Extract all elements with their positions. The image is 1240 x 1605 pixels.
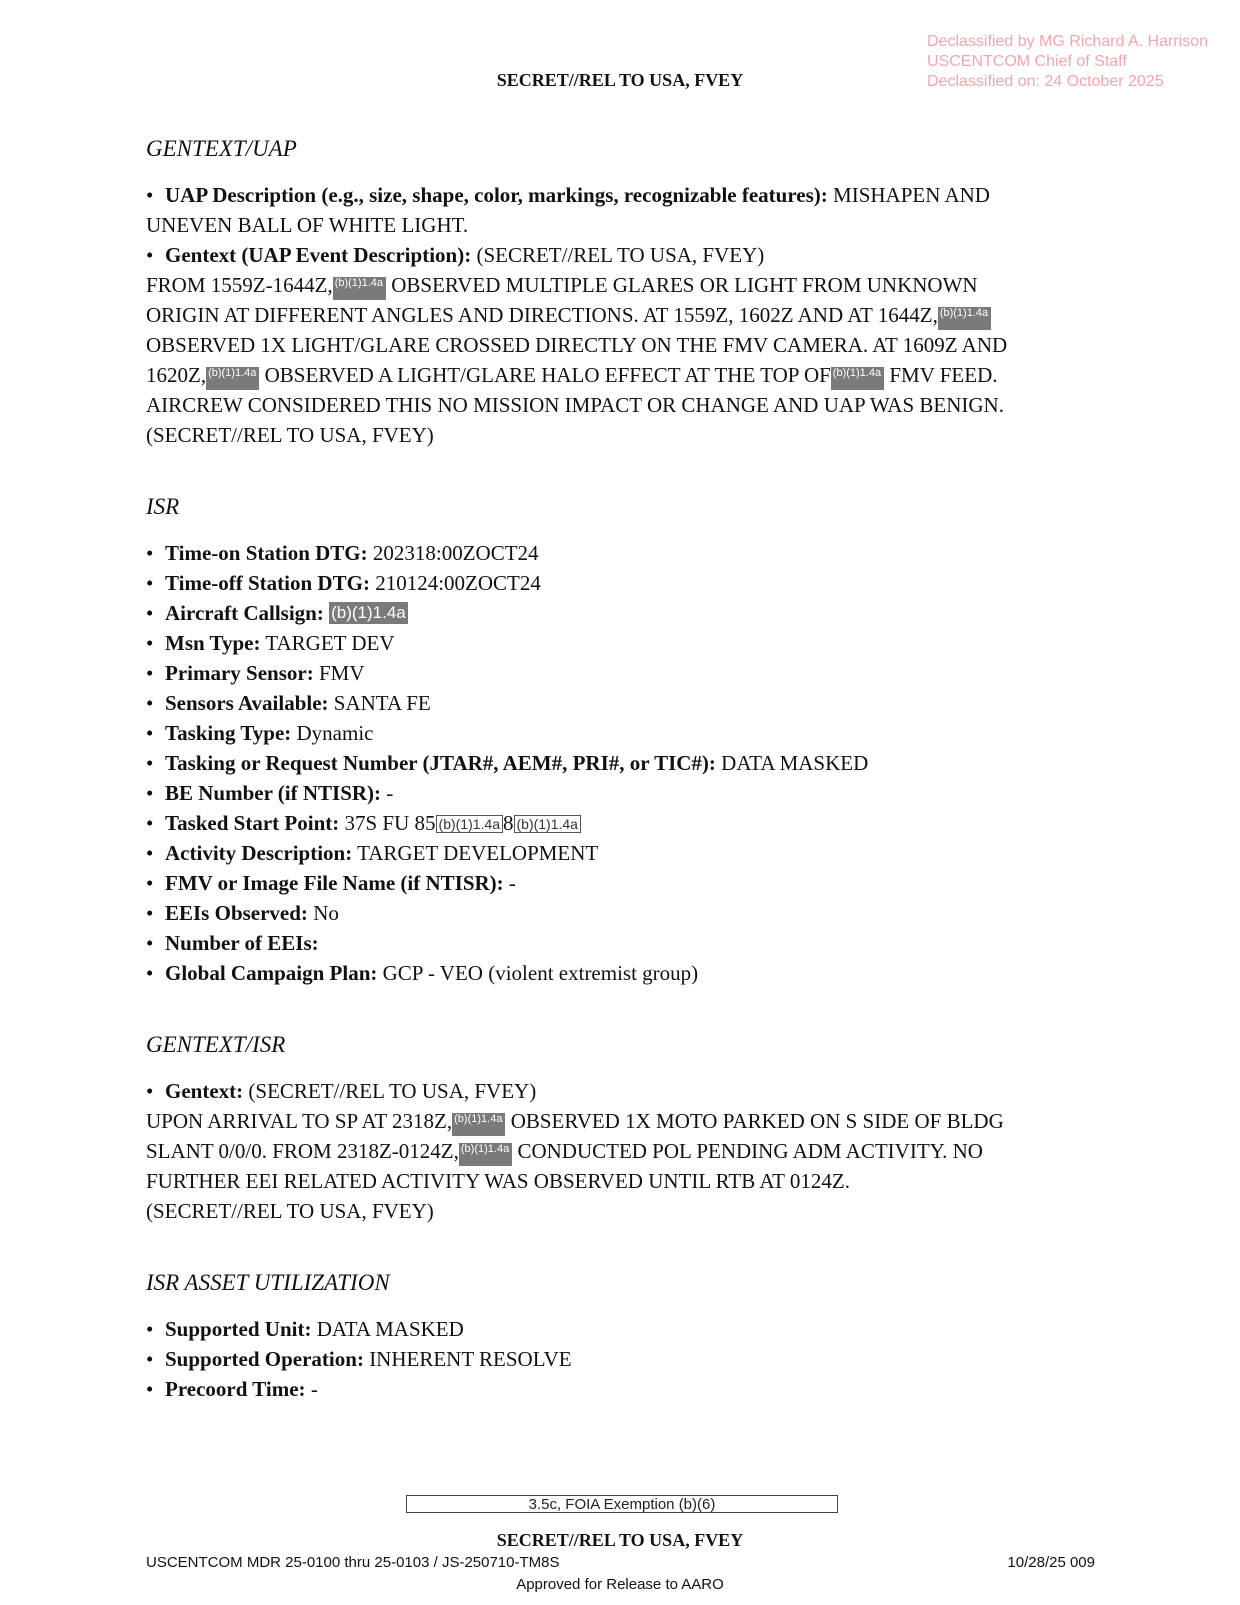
field-label: Time-off Station DTG: [165, 571, 370, 595]
field-value: No [313, 901, 339, 925]
list-item: • Time-on Station DTG: 202318:00ZOCT24 [146, 541, 539, 565]
field-value: SANTA FE [333, 691, 431, 715]
field-label: Time-on Station DTG: [165, 541, 368, 565]
text-line [146, 360, 1086, 390]
list-item: • Gentext: (SECRET//REL TO USA, FVEY) [146, 1079, 537, 1103]
field-value: 37S FU 85 [344, 811, 436, 835]
text-line: UNEVEN BALL OF WHITE LIGHT. [146, 213, 469, 237]
redaction-box: (b)(1)1.4a [452, 1113, 505, 1136]
list-item: • Tasked Start Point: 37S FU 85 (b)(1)1.4a 8 (b)(1)1.4a [146, 808, 1086, 838]
text-run: 1620Z, [146, 363, 207, 387]
field-label: Tasking or Request Number (JTAR#, AEM#, PRI#, or TIC#): [165, 751, 716, 775]
field-label: Gentext (UAP Event Description): [165, 243, 472, 267]
field-value: DATA MASKED [316, 1317, 464, 1341]
field-label: Sensors Available: [165, 691, 329, 715]
text-line [146, 300, 1086, 330]
footer-classification: SECRET//REL TO USA, FVEY [496, 1530, 744, 1550]
field-value: MISHAPEN AND [833, 183, 990, 207]
text-run: OBSERVED 1X MOTO PARKED ON S SIDE OF BLDG [510, 1109, 1004, 1133]
list-item: • Tasking Type: Dynamic [146, 721, 374, 745]
field-label: BE Number (if NTISR): [165, 781, 382, 805]
text-run: CONDUCTED POL PENDING ADM ACTIVITY. NO [517, 1139, 983, 1163]
section-title-gentext-uap: GENTEXT/UAP [146, 136, 297, 161]
isr-gentext [146, 1076, 1086, 1226]
redaction-box: (b)(1)1.4a [436, 815, 503, 833]
field-label: Tasking Type: [165, 721, 292, 745]
field-value: 8 [503, 811, 514, 835]
list-item: • Activity Description: TARGET DEVELOPMENT [146, 841, 599, 865]
field-value: TARGET DEVELOPMENT [357, 841, 599, 865]
text-run: ORIGIN AT DIFFERENT ANGLES AND DIRECTIONS. AT 1559Z, 1602Z AND AT 1644Z, [146, 303, 938, 327]
text-line: FURTHER EEI RELATED ACTIVITY WAS OBSERVED UNTIL RTB AT 0124Z. [146, 1169, 850, 1193]
field-value: FMV [318, 661, 365, 685]
field-label: Supported Operation: [165, 1347, 364, 1371]
field-label: Supported Unit: [165, 1317, 312, 1341]
field-value: 210124:00ZOCT24 [375, 571, 541, 595]
field-value: (SECRET//REL TO USA, FVEY) [476, 243, 765, 267]
list-item: • FMV or Image File Name (if NTISR): - [146, 871, 516, 895]
text-run: FROM 1559Z-1644Z, [146, 273, 333, 297]
list-item: • Tasking or Request Number (JTAR#, AEM#, PRI#, or TIC#): DATA MASKED [146, 751, 869, 775]
field-label: Aircraft Callsign: [165, 601, 324, 625]
text-line: (SECRET//REL TO USA, FVEY) [146, 423, 434, 447]
field-label: Global Campaign Plan: [165, 961, 378, 985]
list-item: • Supported Operation: INHERENT RESOLVE [146, 1347, 572, 1371]
list-item: • Supported Unit: DATA MASKED [146, 1317, 464, 1341]
list-item: • Aircraft Callsign: (b)(1)1.4a [146, 601, 406, 625]
text-line [146, 1106, 1086, 1136]
text-line [146, 270, 1086, 300]
list-item: • BE Number (if NTISR): - [146, 781, 394, 805]
redaction-box: (b)(1)1.4a [938, 307, 991, 330]
field-value: Dynamic [296, 721, 374, 745]
isr-list [146, 538, 1086, 988]
text-line: OBSERVED 1X LIGHT/GLARE CROSSED DIRECTLY ON THE FMV CAMERA. AT 1609Z AND [146, 333, 1008, 357]
document-body [146, 136, 1086, 1404]
field-value: - [310, 1377, 318, 1401]
redaction-box: (b)(1)1.4a [514, 815, 581, 833]
field-label: Activity Description: [165, 841, 353, 865]
list-item: • Number of EEIs: [146, 931, 319, 955]
field-value: - [386, 781, 394, 805]
redaction-box: (b)(1)1.4a [331, 603, 406, 622]
field-value: (SECRET//REL TO USA, FVEY) [248, 1079, 537, 1103]
stamp-line: USCENTCOM Chief of Staff [927, 53, 1127, 70]
redaction-box: (b)(1)1.4a [333, 277, 386, 300]
section-title-isr: ISR [146, 494, 180, 519]
field-label: FMV or Image File Name (if NTISR): [165, 871, 504, 895]
text-run: FMV FEED. [889, 363, 998, 387]
field-label: Number of EEIs: [165, 931, 319, 955]
list-item: • Precoord Time: - [146, 1377, 318, 1401]
list-item: • Msn Type: TARGET DEV [146, 631, 395, 655]
list-item: • UAP Description (e.g., size, shape, color, markings, recognizable features): MISHAPEN AND [146, 183, 990, 207]
field-label: Msn Type: [165, 631, 261, 655]
footer-release-note: Approved for Release to AARO [516, 1576, 724, 1593]
field-label: UAP Description (e.g., size, shape, color, markings, recognizable features): [165, 183, 828, 207]
field-value: 202318:00ZOCT24 [372, 541, 539, 565]
field-value: DATA MASKED [721, 751, 869, 775]
text-line: AIRCREW CONSIDERED THIS NO MISSION IMPACT OR CHANGE AND UAP WAS BENIGN. [146, 393, 1004, 417]
stamp-line: Declassified by MG Richard A. Harrison [927, 33, 1208, 50]
list-item: • Time-off Station DTG: 210124:00ZOCT24 [146, 571, 541, 595]
redaction-box: (b)(1)1.4a [206, 367, 259, 390]
list-item: • Sensors Available: SANTA FE [146, 691, 431, 715]
text-run: OBSERVED A LIGHT/GLARE HALO EFFECT AT THE TOP OF [264, 363, 831, 387]
field-label: Primary Sensor: [165, 661, 314, 685]
header-classification: SECRET//REL TO USA, FVEY [496, 70, 744, 90]
section-title-asset-utilization: ISR ASSET UTILIZATION [146, 1270, 390, 1295]
section-title-gentext-isr: GENTEXT/ISR [146, 1032, 286, 1057]
uap-description [146, 180, 1086, 450]
field-label: Gentext: [165, 1079, 244, 1103]
redaction-box: (b)(1)1.4a [459, 1143, 512, 1166]
field-label: EEIs Observed: [165, 901, 308, 925]
field-value: INHERENT RESOLVE [369, 1347, 572, 1371]
list-item: • Gentext (UAP Event Description): (SECRET//REL TO USA, FVEY) [146, 243, 765, 267]
field-label: Precoord Time: [165, 1377, 306, 1401]
asset-list [146, 1314, 1086, 1404]
text-line [146, 1136, 1086, 1166]
text-run: OBSERVED MULTIPLE GLARES OR LIGHT FROM UNKNOWN [391, 273, 978, 297]
footer-page-stamp: 10/28/25 009 [1007, 1554, 1095, 1571]
list-item: • Global Campaign Plan: GCP - VEO (violent extremist group) [146, 961, 699, 985]
list-item: • EEIs Observed: No [146, 901, 339, 925]
text-run: UPON ARRIVAL TO SP AT 2318Z, [146, 1109, 453, 1133]
redaction-box: (b)(1)1.4a [831, 367, 884, 390]
field-value: GCP - VEO (violent extremist group) [382, 961, 699, 985]
field-value: TARGET DEV [265, 631, 395, 655]
footer-document-id: USCENTCOM MDR 25-0100 thru 25-0103 / JS-250710-TM8S [146, 1554, 560, 1571]
text-line: (SECRET//REL TO USA, FVEY) [146, 1199, 434, 1223]
stamp-line: Declassified on: 24 October 2025 [927, 73, 1164, 90]
foia-exemption-box: 3.5c, FOIA Exemption (b)(6) [406, 1495, 838, 1513]
field-value: - [508, 871, 516, 895]
field-label: Tasked Start Point: [165, 811, 340, 835]
list-item: • Primary Sensor: FMV [146, 661, 365, 685]
text-run: SLANT 0/0/0. FROM 2318Z-0124Z, [146, 1139, 459, 1163]
